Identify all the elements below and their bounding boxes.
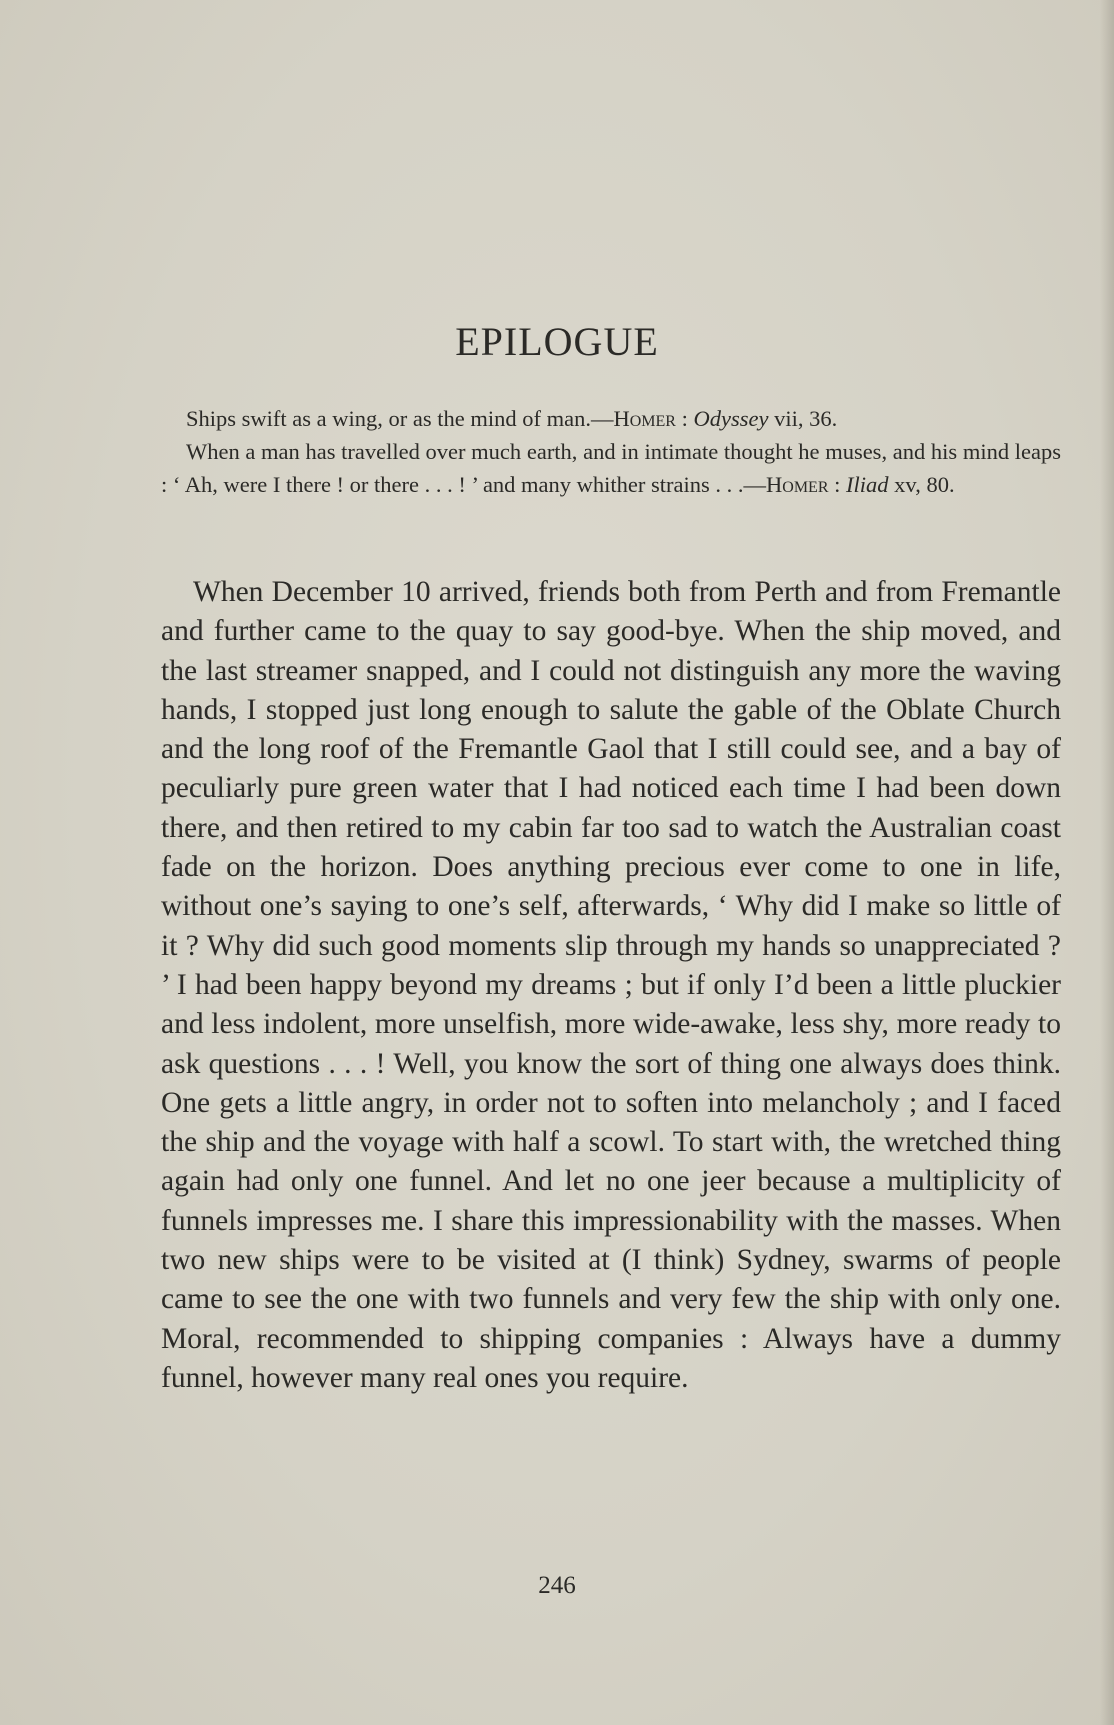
- epigraph-author: Homer: [766, 472, 829, 497]
- epigraph-work: Iliad: [846, 472, 889, 497]
- page-number: 246: [538, 1572, 576, 1599]
- body-paragraph: When December 10 arrived, friends both from Perth and from Fremantle and further came to the quay to say good-bye. When the ship moved, and the last streamer snapped, and I could not distinguish any more the waving hands, I stopped just long enough to salute the gable of the Oblate Church and the long roof of the Fremantle Gaol that I still could see, and a bay of peculiarly pure green water that I had noticed each time I had been down there, and then retired to my cabin far too sad to watch the Australian coast fade on the horizon. Does anything precious ever come to one in life, without one’s saying to one’s self, afterwards, ‘ Why did I make so little of it ? Why did such good moments slip through my hands so unappreciated ? ’ I had been happy beyond my dreams ; but if only I’d been a little pluckier and less indolent, more unselfish, more wide-awake, less shy, more ready to ask questions . . . ! Well, you know the sort of thing one always does think. One gets a little angry, in order not to soften into melancholy ; and I faced the ship and the voyage with half a scowl. To start with, the wretched thing again had only one funnel. And let no one jeer because a multiplicity of funnels impresses me. I share this impressionability with the masses. When two new ships were to be visited at (I think) Sydney, swarms of people came to see the one with two funnels and very few the ship with only one. Moral, recommended to shipping companies : Always have a dummy funnel, however many real ones you require.: [161, 576, 1061, 1394]
- epigraph-quote-text: Ships swift as a wing, or as the mind of man.—: [186, 406, 614, 431]
- epigraph-quote-odyssey: [161, 402, 1061, 435]
- epigraph-author: Homer: [613, 406, 676, 431]
- epigraph-separator: :: [675, 406, 694, 431]
- epigraph-quote-iliad: [161, 435, 1061, 501]
- body-text: [161, 573, 1061, 1398]
- epigraph-separator: :: [828, 472, 847, 497]
- page-edge-shadow: [1100, 0, 1114, 1725]
- epigraph-quote-text: When a man has travelled over much earth, and in intimate thought he muses, and his mind leaps : ‘ Ah, were I there ! or there . . . ! ’ and many whither strains . . .—: [161, 439, 1061, 497]
- epigraph-reference: xv, 80.: [888, 472, 955, 497]
- epigraph-reference: vii, 36.: [768, 406, 838, 431]
- chapter-title: EPILOGUE: [455, 319, 659, 364]
- epigraph-work: Odyssey: [693, 406, 769, 431]
- epigraph: [161, 402, 1061, 501]
